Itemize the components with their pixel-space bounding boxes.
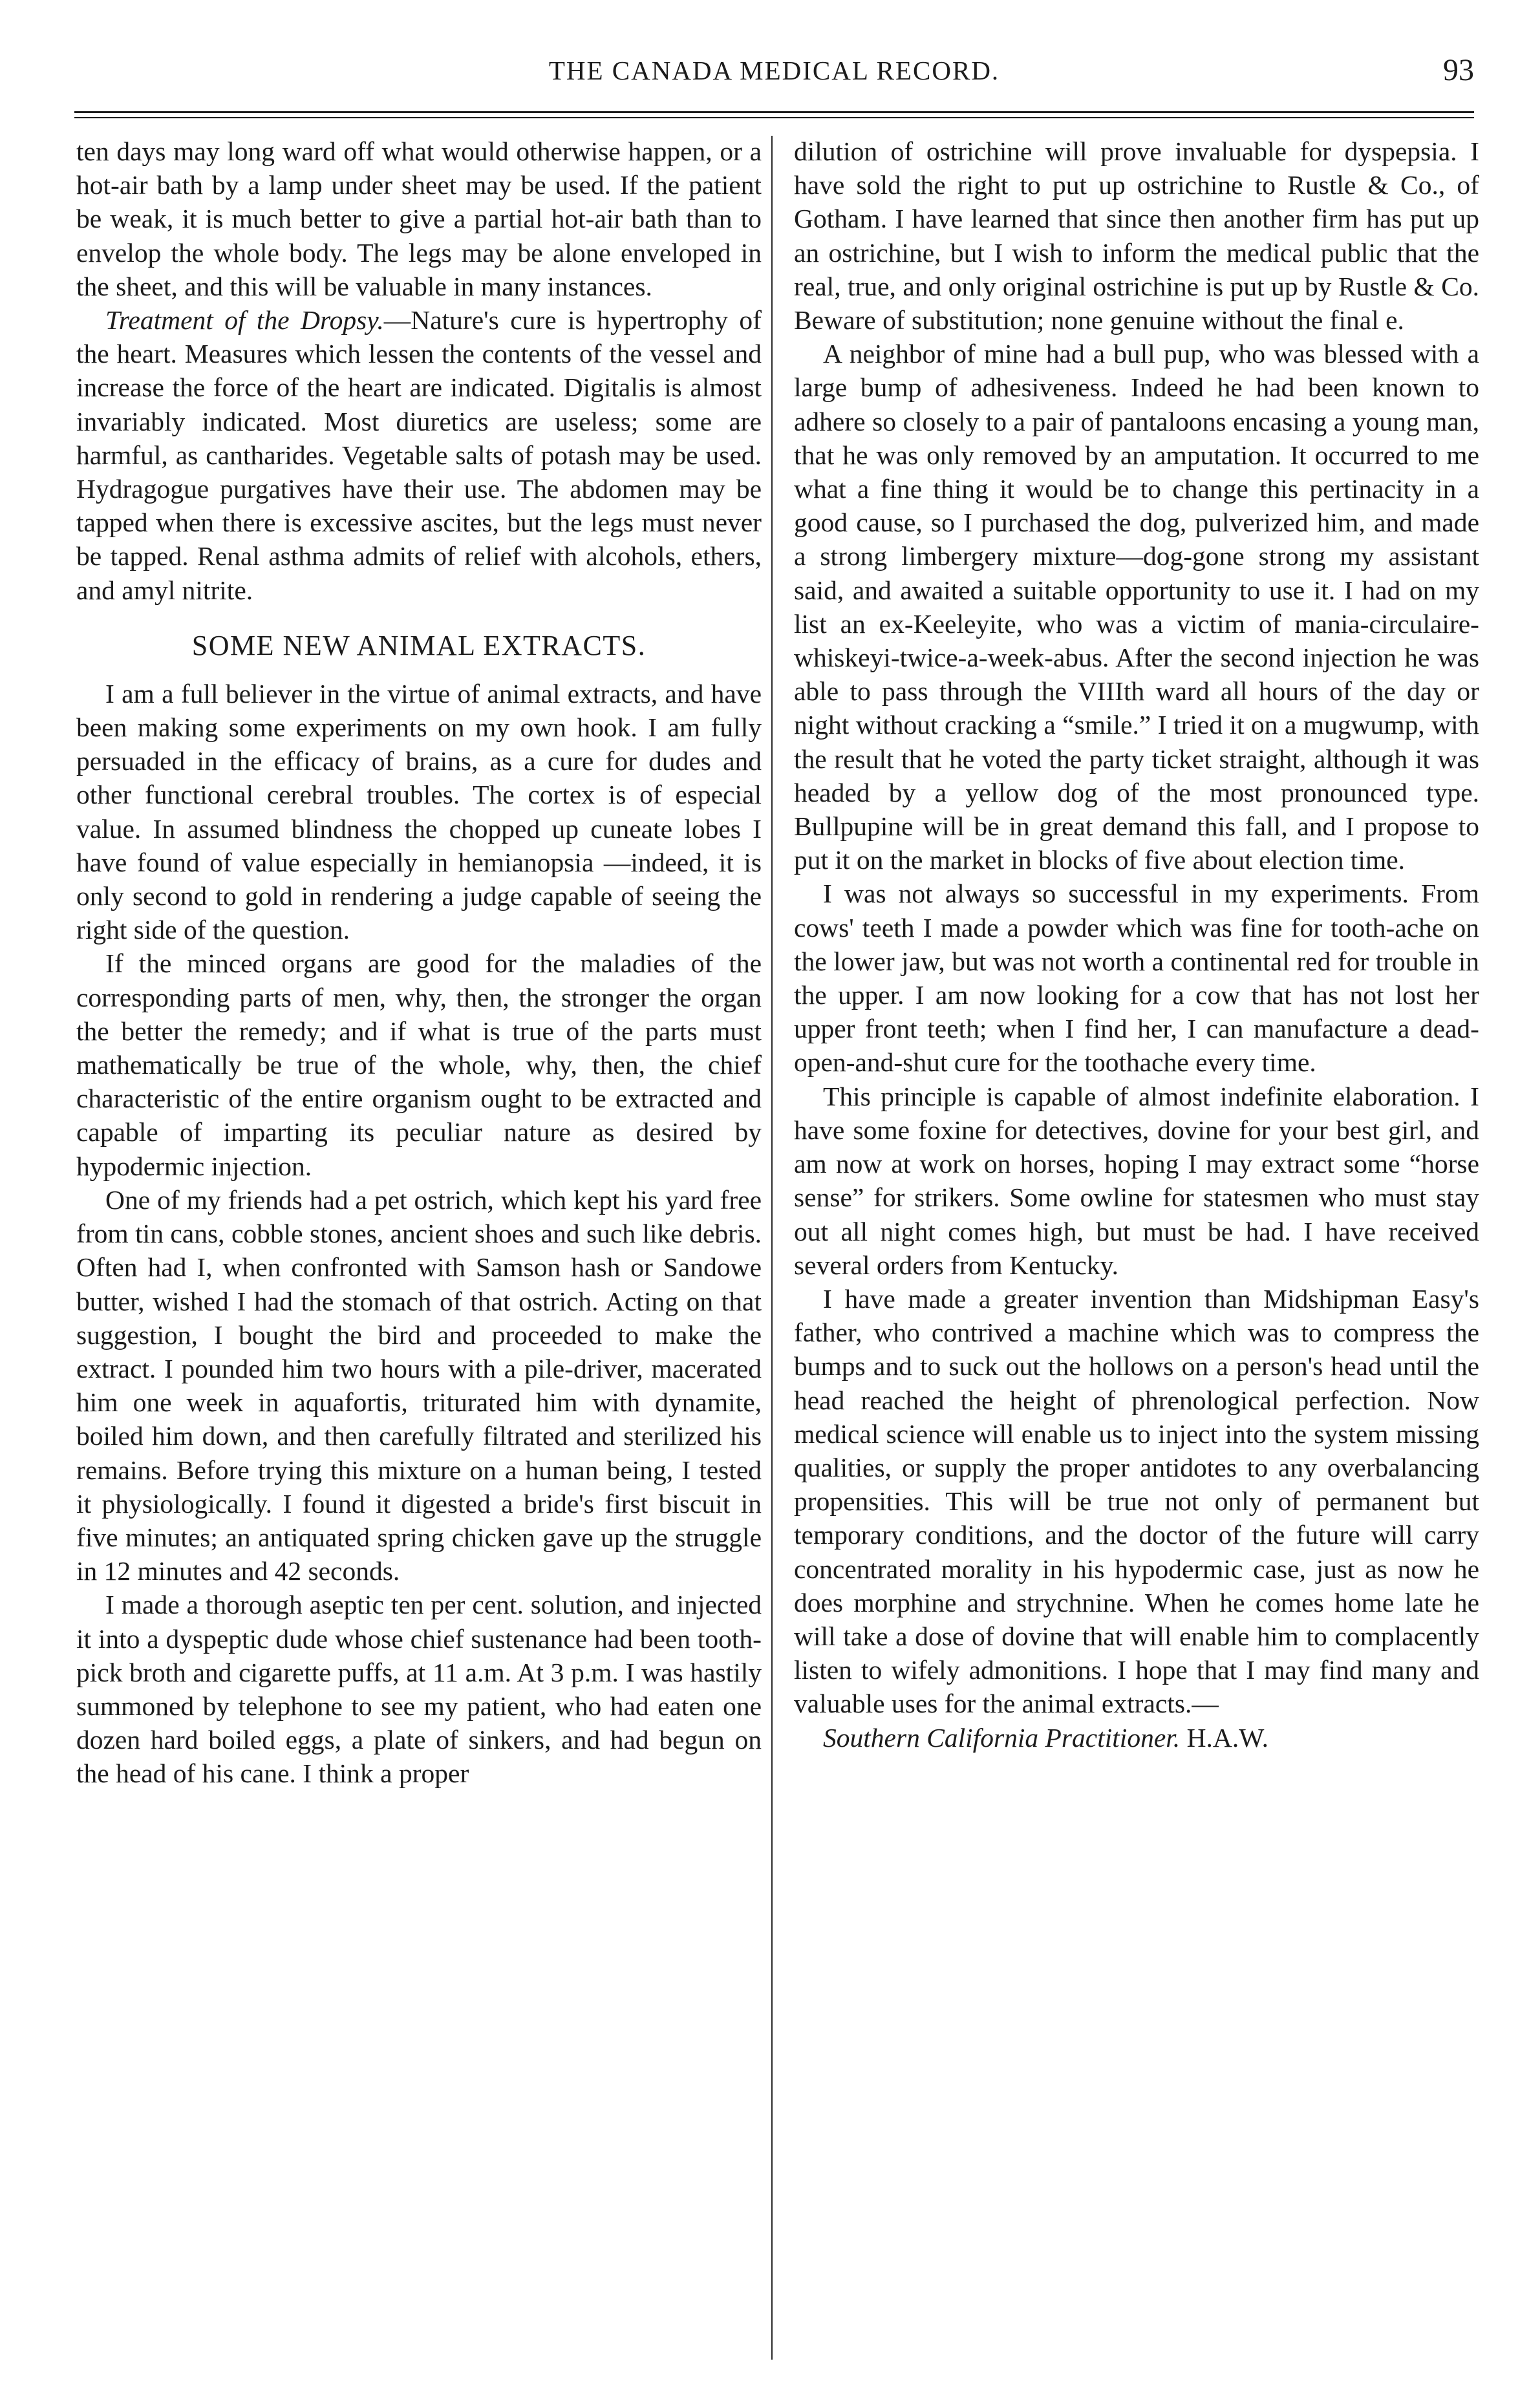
dropsy-continuation-paragraph: ten days may long ward off what would otherwise happen, or a hot-air bath by a lamp under sheet may be used. If the patient be weak, it is much better to give a partial hot-air bath than to envelop the whole body. The legs may be alone enveloped in the sheet, and this will be valuable in many instances. [76,136,762,301]
article-paragraph-4: I made a thorough aseptic ten per cent. solution, and injected it into a dyspeptic dude whose chief sustenance had been tooth-pick broth and cigarette puffs, at 11 a.m. At 3 p.m. I was hastily summoned by telephone to see my patient, who had eaten one dozen hard boiled eggs, a plate of sinkers, and had begun on the head of his cane. I think a proper [76,1590,762,1789]
right-column [794,134,1479,1755]
dropsy-treatment-body: —Nature's cure is hypertrophy of the heart. Measures which lessen the contents of the vessel and increase the force of the heart are indicated. Digitalis is almost invariably indicated. Most diuretics are useless; some are harmful, as cantharides. Vegetable salts of potash may be used. Hydragogue purgatives have their use. The abdomen may be tapped when there is excessive ascites, but the legs must never be tapped. Renal asthma admits of relief with alcohols, ethers, and amyl nitrite. [76,305,762,605]
article-heading: SOME NEW ANIMAL EXTRACTS. [191,629,647,661]
article-paragraph-5: A neighbor of mine had a bull pup, who was blessed with a large bump of adhesiveness. Indeed he had been known to adhere so closely to a pair of pantaloons encasing a young man, that he was only removed by an amputation. It occurred to me what a fine thing it would be to change this pertinacity in a good cause, so I purchased the dog, pulverized him, and made a strong limbergery mixture—dog-gone strong my assistant said, and awaited a suitable opportunity to use it. I had on my list an ex-Keeleyite, who was a victim of mania-circulaire-whiskeyi-twice-a-week-abus. After the second injection he was able to pass through the VIIIth ward all hours of the day or night without cracking a “smile.” I tried it on a mugwump, with the result that he voted the party ticket straight, although it was headed by a yellow dog of the most pronounced type. Bullpupine will be in great demand this fall, and I propose to put it on the market in blocks of five about election time. [794,339,1479,875]
article-paragraph-8-text: I have made a greater invention than Midshipman Easy's father, who contrived a machine which was to compress the bumps and to suck out the hollows on a person's head until the head reached the height of phrenological perfection. Now medical science will enable us to inject into the system missing qualities, or supply the proper antidotes to any overbalancing propensities. This will be true not only of permanent but temporary conditions, and the doctor of the future will carry concentrated morality in his hypodermic case, just as now he does morphine and strychnine. When he comes home late he will take a dose of dovine that will enable him to complacently listen to wifely admonitions. I hope that I may find many and valuable uses for the animal extracts. [794,1283,1479,1719]
article-paragraph-4-continued: dilution of ostrichine will prove invaluable for dyspepsia. I have sold the right to put up ostrichine to Rustle & Co., of Gotham. I have learned that since then another firm has put up an ostrichine, but I wish to inform the medical public that the real, true, and only original ostrichine is put up by Rustle & Co. Beware of substitution; none genuine without the final e. [794,136,1479,336]
left-column [76,134,762,1791]
article-attribution [794,1721,1479,1755]
page-number: 93 [1443,53,1474,87]
source-citation: Southern California Practitioner. [823,1722,1181,1753]
closing-dash: — [1192,1689,1219,1719]
article-paragraph-6: I was not always so successful in my experiments. From cows' teeth I made a powder which was fine for tooth-ache on the lower jaw, but was not worth a continental red for trouble in the upper. I am now looking for a cow that has not lost her upper front teeth; when I find her, I can manufacture a dead-open-and-shut cure for the toothache every time. [794,879,1479,1078]
column-divider [771,136,773,2360]
dropsy-treatment-paragraph [76,303,762,607]
page-header [74,55,1474,107]
journal-title: THE CANADA MEDICAL RECORD. [548,56,1000,85]
article-paragraph-7: This principle is capable of almost indefinite elaboration. I have some foxine for detectives, dovine for your best girl, and am now at work on horses, hoping I may extract some “horse sense” for strikers. Some owline for statesmen who must stay out all night comes high, but must be had. I have received several orders from Kentucky. [794,1081,1479,1280]
header-rule-bottom [74,117,1474,118]
dropsy-treatment-title: Treatment of the Dropsy. [105,305,384,336]
article-paragraph-8 [794,1282,1479,1721]
author-initials: H.A.W. [1186,1722,1268,1753]
article-paragraph-1: I am a full believer in the virtue of animal extracts, and have been making some experiments on my own hook. I am fully persuaded in the efficacy of brains, as a cure for dudes and other functional cerebral troubles. The cortex is of especial value. In assumed blindness the chopped up cuneate lobes I have found of value especially in hemianopsia —indeed, it is only second to gold in rendering a judge capable of seeing the right side of the question. [76,678,762,945]
article-paragraph-2: If the minced organs are good for the maladies of the corresponding parts of men, why, then, the stronger the organ the better the remedy; and if what is true of the parts must mathematically be true of the whole, why, then, the chief characteristic of the entire organism ought to be extracted and capable of imparting its peculiar nature as desired by hypodermic injection. [76,948,762,1181]
article-paragraph-3: One of my friends had a pet ostrich, which kept his yard free from tin cans, cobble stones, ancient shoes and such like debris. Often had I, when confronted with Samson hash or Sandowe butter, wished I had the stomach of that ostrich. Acting on that suggestion, I bought the bird and proceeded to make the extract. I pounded him two hours with a pile-driver, macerated him one week in aquafortis, triturated him with dynamite, boiled him down, and then carefully filtrated and sterilized his remains. Before trying this mixture on a human being, I tested it physiologically. I found it digested a bride's first biscuit in five minutes; an antiquated spring chicken gave up the struggle in 12 minutes and 42 seconds. [76,1184,762,1586]
header-rule-top [74,111,1474,113]
